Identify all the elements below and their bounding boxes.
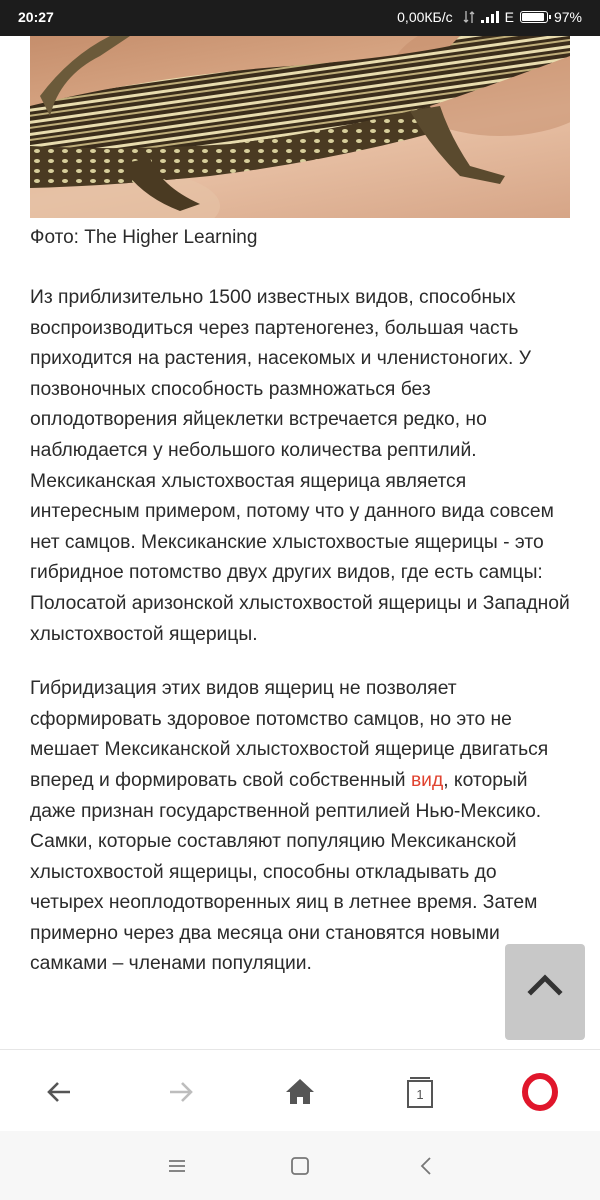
chevron-left-icon <box>414 1153 440 1179</box>
tabs-button[interactable] <box>398 1070 442 1114</box>
lizard-image <box>30 36 570 218</box>
home-button[interactable] <box>278 1070 322 1114</box>
network-type: E <box>504 9 514 25</box>
article-paragraph: Из приблизительно 1500 известных видов, способных воспроизводиться через партеногенез, большая часть приходится на растения, насекомых и членистоногих. У позвоночных способность размножаться без оплодотворения яйцеклетки встречается редко, но наблюдается у небольшого количества рептилий. Мексиканская хлыстохвостая ящерица является интересным примером, потому что у данного вида совсем нет самцов. Мексиканские хлыстохвостые ящерицы - это гибридное потомство двух других видов, где есть самцы: Полосатой аризонской хлыстохвостой ящерицы и Западной хлыстохвостой ящерицы. <box>30 287 570 645</box>
network-speed: 0,00КБ/с <box>397 9 453 25</box>
battery-percent: 97% <box>553 9 582 25</box>
forward-button[interactable] <box>158 1070 202 1114</box>
system-nav-bar <box>0 1131 600 1200</box>
battery-icon <box>520 11 548 23</box>
species-link[interactable]: вид <box>410 769 444 791</box>
tab-count: 1 <box>416 1087 424 1102</box>
square-home-icon <box>287 1153 313 1179</box>
photo-caption: Фото: The Higher Learning <box>30 227 258 248</box>
status-indicators <box>397 9 582 25</box>
scroll-to-top-button[interactable] <box>505 944 585 1040</box>
article-body <box>30 283 575 1004</box>
back-arrow-icon <box>38 1070 82 1114</box>
forward-arrow-icon <box>158 1070 202 1114</box>
data-transfer-icon <box>463 10 475 24</box>
menu-icon <box>164 1153 190 1179</box>
recent-apps-button[interactable] <box>164 1153 190 1179</box>
article-photo <box>30 36 570 218</box>
article-paragraph: Гибридизация этих видов ящериц не позволяет сформировать здоровое потомство самцов, но это не мешает Мексиканской хлыстохвостой ящерице двигаться вперед и формировать свой собственный вид, который даже признан государственной рептилией Нью-Мексико. Самки, которые составляют популяцию Мексиканской хлыстохвостой ящерицы, способны откладывать до четырех неоплодотворенных яиц в летнее время. Затем примерно через два месяца они становятся новыми самками – членами популяции. <box>30 678 549 975</box>
back-nav-button[interactable] <box>414 1153 440 1179</box>
home-nav-button[interactable] <box>287 1153 313 1179</box>
opera-menu-button[interactable] <box>518 1070 562 1114</box>
chevron-up-icon <box>527 972 563 996</box>
opera-logo-icon <box>518 1070 562 1114</box>
status-time: 20:27 <box>18 9 54 25</box>
signal-icon <box>481 11 499 23</box>
status-bar <box>0 0 600 36</box>
back-button[interactable] <box>38 1070 82 1114</box>
home-icon <box>278 1070 322 1114</box>
browser-toolbar <box>0 1049 600 1132</box>
